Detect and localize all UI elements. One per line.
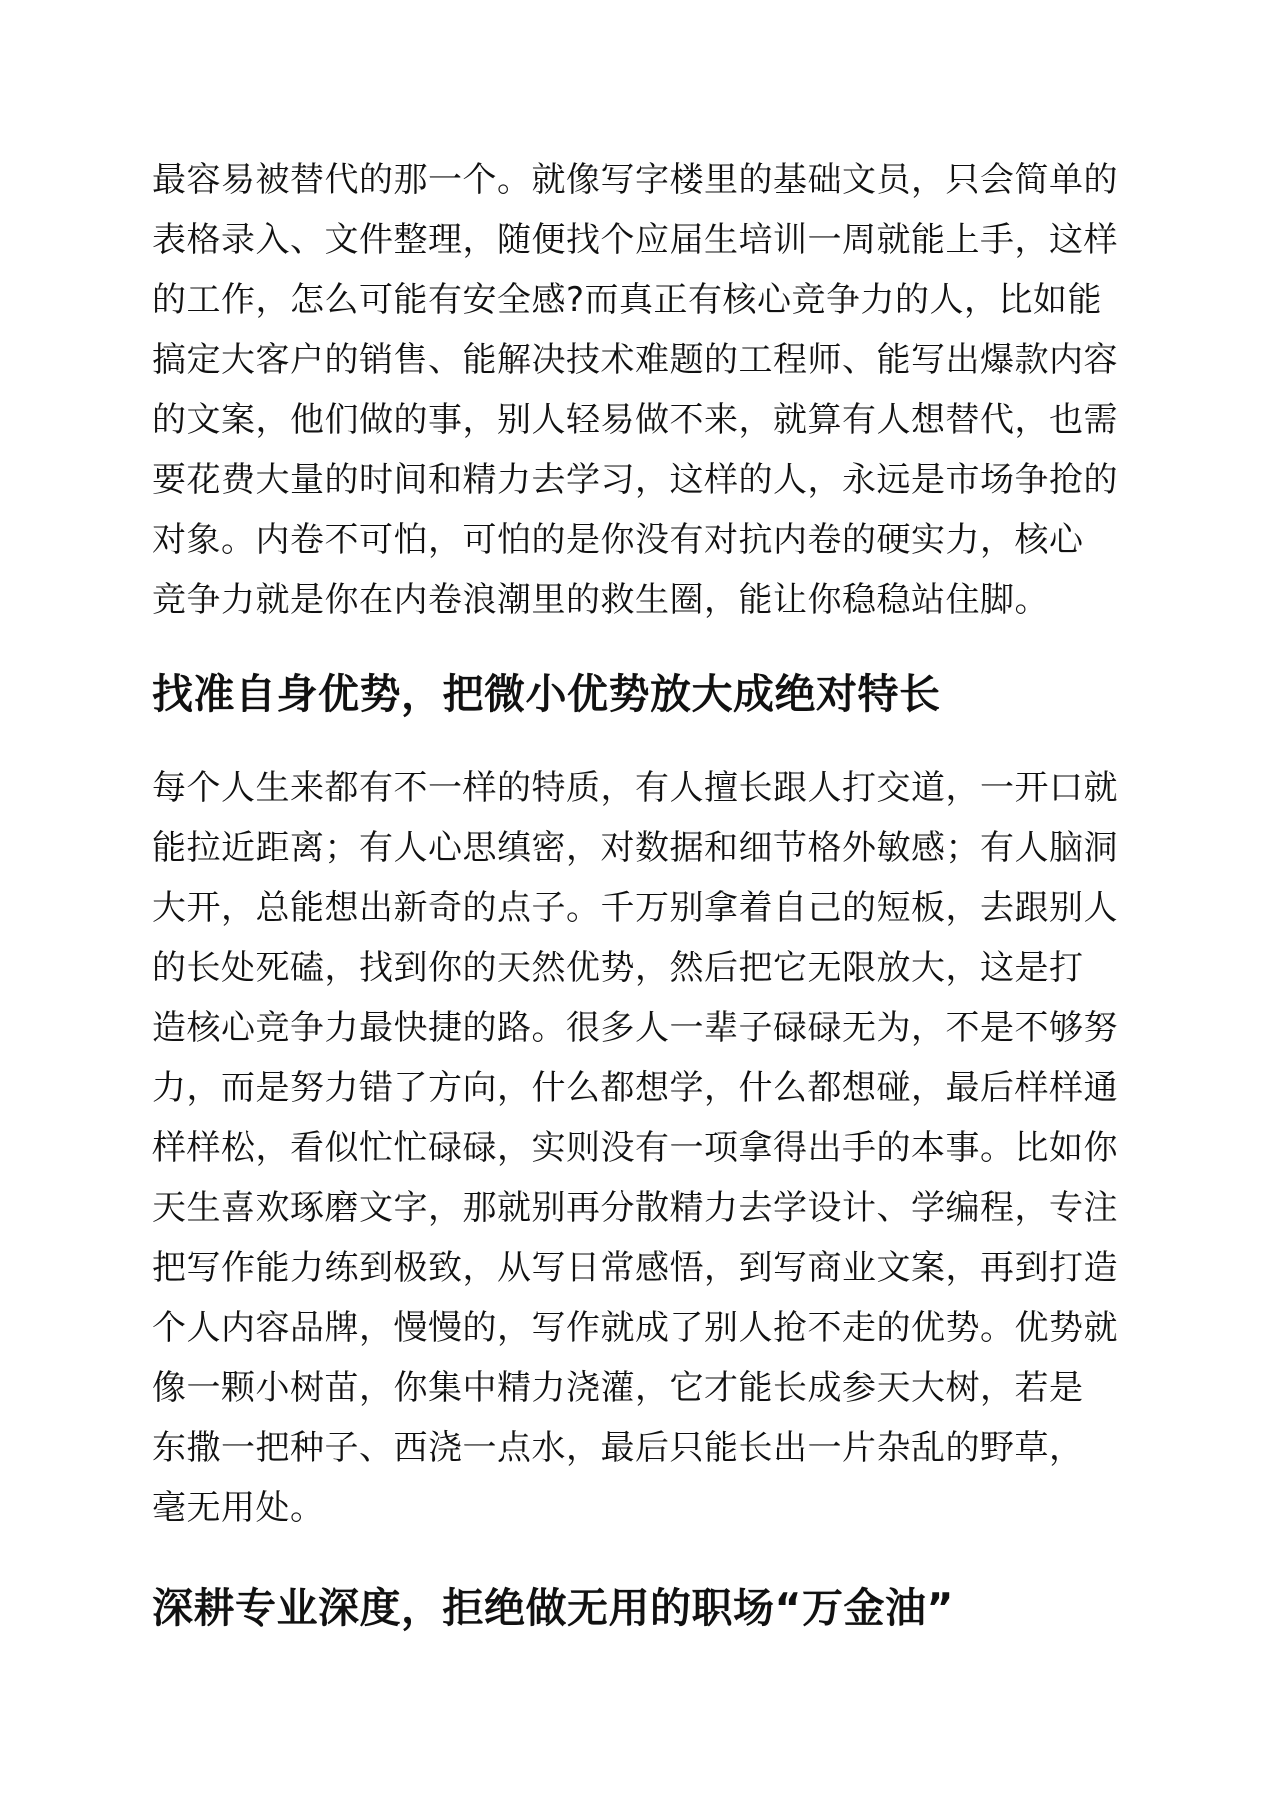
paragraph-line: 个人内容品牌，慢慢的，写作就成了别人抢不走的优势。优势就	[152, 1308, 1118, 1348]
section-heading-strengths: 找准自身优势，把微小优势放大成绝对特长	[152, 670, 941, 718]
paragraph-line: 最容易被替代的那一个。就像写字楼里的基础文员，只会简单的	[152, 160, 1118, 200]
paragraph-line: 毫无用处。	[152, 1488, 325, 1528]
paragraph-line: 力，而是努力错了方向，什么都想学，什么都想碰，最后样样通	[152, 1068, 1118, 1108]
paragraph-line: 大开，总能想出新奇的点子。千万别拿着自己的短板，去跟别人	[152, 888, 1118, 928]
paragraph-line: 天生喜欢琢磨文字，那就别再分散精力去学设计、学编程，专注	[152, 1188, 1118, 1228]
paragraph-line: 搞定大客户的销售、能解决技术难题的工程师、能写出爆款内容	[152, 340, 1118, 380]
paragraph-line: 对象。内卷不可怕，可怕的是你没有对抗内卷的硬实力，核心	[152, 520, 1084, 560]
paragraph-line: 竞争力就是你在内卷浪潮里的救生圈，能让你稳稳站住脚。	[152, 580, 1049, 620]
paragraph-line: 的长处死磕，找到你的天然优势，然后把它无限放大，这是打	[152, 948, 1084, 988]
paragraph-line: 的文案，他们做的事，别人轻易做不来，就算有人想替代，也需	[152, 400, 1118, 440]
paragraph-line: 每个人生来都有不一样的特质，有人擅长跟人打交道，一开口就	[152, 768, 1118, 808]
paragraph-line: 表格录入、文件整理，随便找个应届生培训一周就能上手，这样	[152, 220, 1118, 260]
paragraph-1	[152, 150, 1118, 630]
paragraph-line: 样样松，看似忙忙碌碌，实则没有一项拿得出手的本事。比如你	[152, 1128, 1118, 1168]
paragraph-line: 像一颗小树苗，你集中精力浇灌，它才能长成参天大树，若是	[152, 1368, 1084, 1408]
paragraph-line: 要花费大量的时间和精力去学习，这样的人，永远是市场争抢的	[152, 460, 1118, 500]
paragraph-line: 的工作，怎么可能有安全感?而真正有核心竞争力的人，比如能	[152, 280, 1103, 320]
paragraph-line: 能拉近距离；有人心思缜密，对数据和细节格外敏感；有人脑洞	[152, 828, 1118, 868]
paragraph-line: 东撒一把种子、西浇一点水，最后只能长出一片杂乱的野草，	[152, 1428, 1084, 1468]
paragraph-line: 把写作能力练到极致，从写日常感悟，到写商业文案，再到打造	[152, 1248, 1118, 1288]
section-heading-expertise: 深耕专业深度，拒绝做无用的职场“万金油”	[152, 1584, 954, 1632]
paragraph-2	[152, 758, 1118, 1538]
article-body	[152, 150, 1118, 1672]
paragraph-line: 造核心竞争力最快捷的路。很多人一辈子碌碌无为，不是不够努	[152, 1008, 1118, 1048]
